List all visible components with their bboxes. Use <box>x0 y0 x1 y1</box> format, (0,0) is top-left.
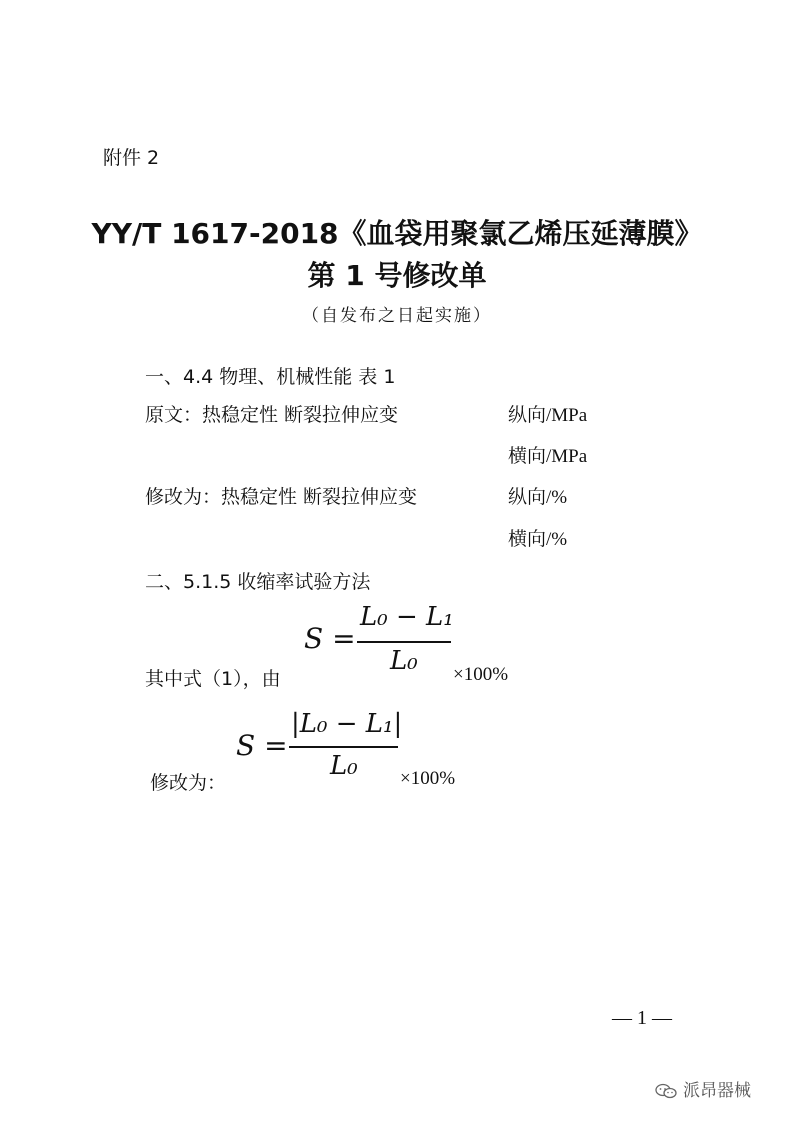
watermark-text: 派昂器械 <box>683 1081 751 1101</box>
original-unit-transverse: 横向/MPa <box>508 446 588 467</box>
document-title: YY/T 1617-2018《血袋用聚氯乙烯压延薄膜》 <box>91 217 703 250</box>
page-number: — 1 — <box>612 1007 672 1029</box>
revised-unit-longitudinal: 纵向/% <box>508 487 568 508</box>
formula1-fraction-bar <box>357 641 451 643</box>
attachment-label: 附件 2 <box>103 147 160 169</box>
effective-note: （自发布之日起实施） <box>302 306 492 326</box>
formula2-fraction-bar <box>289 746 398 748</box>
original-unit-longitudinal: 纵向/MPa <box>508 405 588 426</box>
formula1-prefix: 其中式（1），由 <box>145 668 281 690</box>
document-subtitle: 第 1 号修改单 <box>307 259 487 292</box>
formula2-denominator: L₀ <box>330 751 358 781</box>
wechat-icon <box>655 1083 677 1099</box>
formula2-tail: ×100% <box>400 768 456 789</box>
original-text-label: 原文：热稳定性 断裂拉伸应变 <box>145 404 399 426</box>
watermark <box>655 1076 751 1101</box>
section2-heading: 二、5.1.5 收缩率试验方法 <box>145 571 371 593</box>
formula2-numerator: |L₀ − L₁| <box>291 709 403 739</box>
section1-heading: 一、4.4 物理、机械性能 表 1 <box>145 366 396 388</box>
formula1-denominator: L₀ <box>390 646 418 676</box>
formula1-numerator: L₀ − L₁ <box>360 602 454 632</box>
formula1-tail: ×100% <box>453 664 509 685</box>
formula2-lhs: S = <box>236 729 288 762</box>
formula1-lhs: S = <box>304 622 356 655</box>
revised-text-label: 修改为：热稳定性 断裂拉伸应变 <box>145 486 418 508</box>
revised-unit-transverse: 横向/% <box>508 529 568 550</box>
formula2-prefix: 修改为： <box>150 772 227 794</box>
